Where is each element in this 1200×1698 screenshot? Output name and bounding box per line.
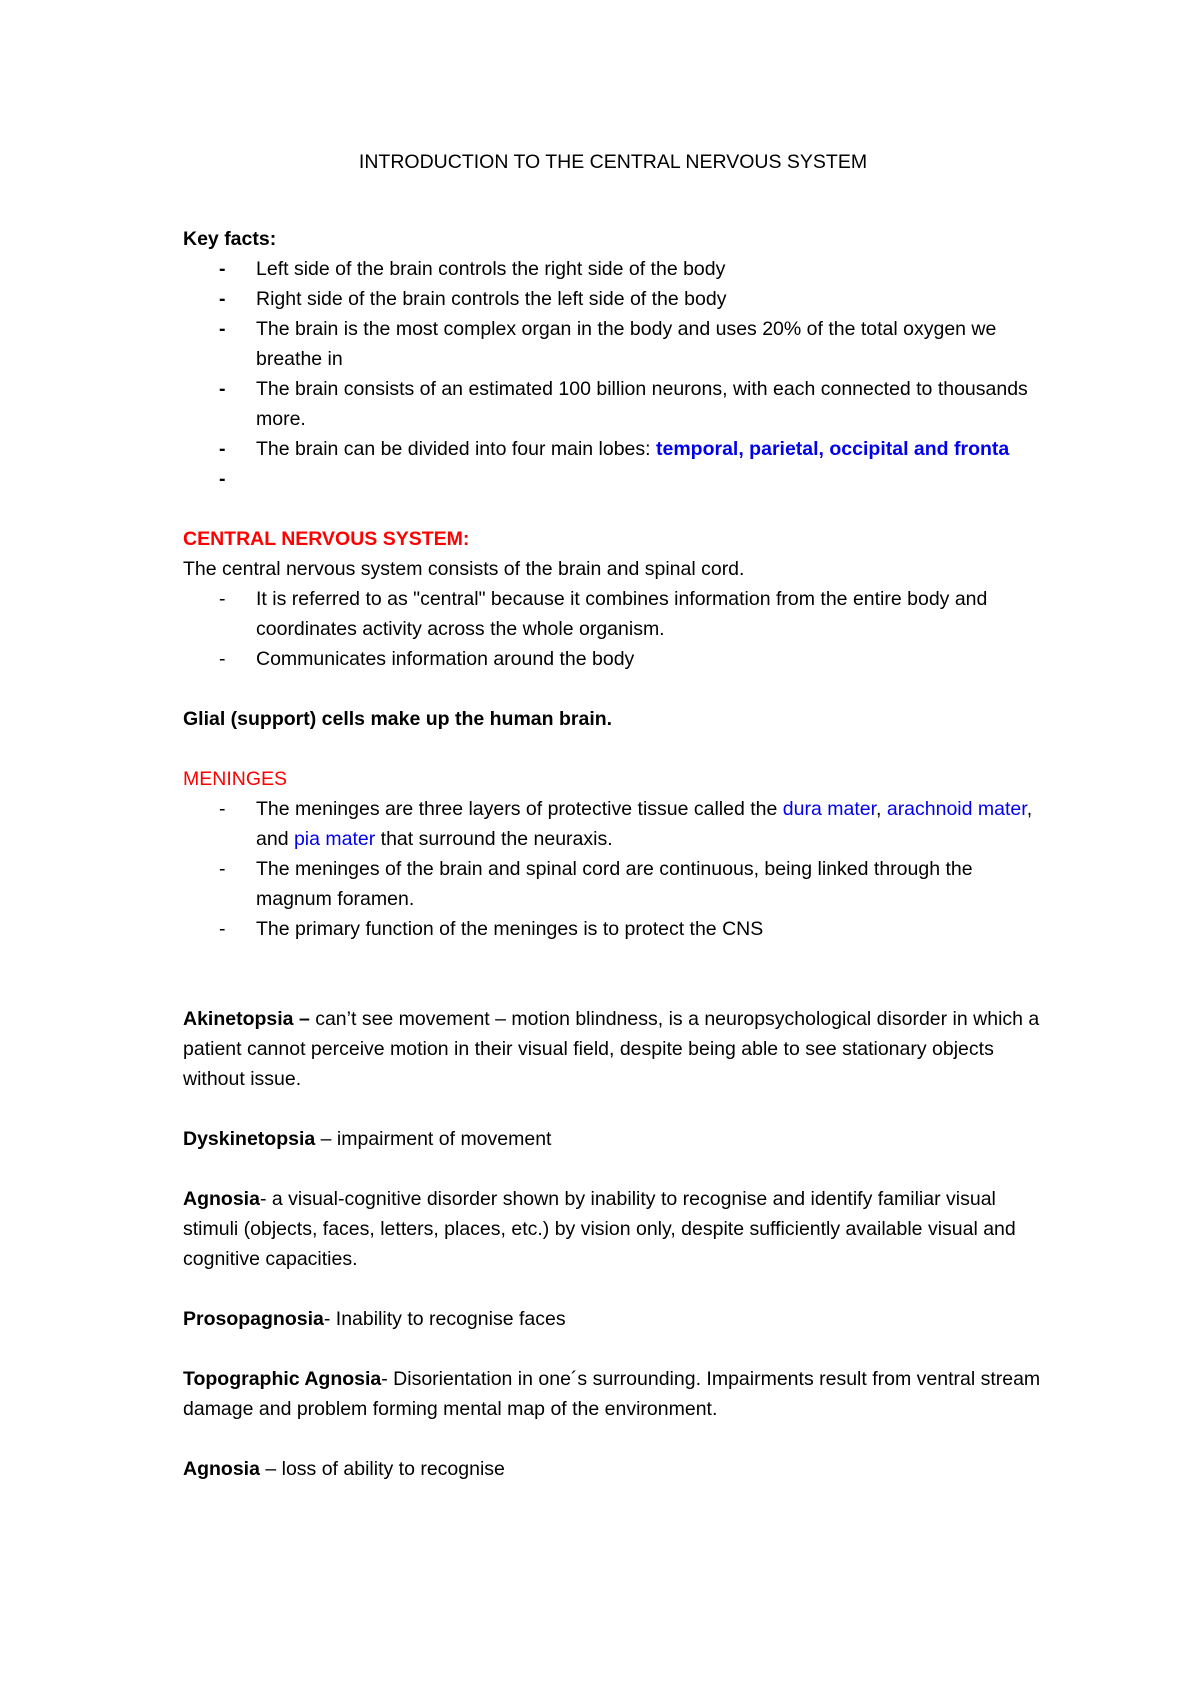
list-item-text: that surround the neuraxis. (375, 828, 613, 850)
term-definition: can’t see movement – motion blindness, is a neuropsychological disorder in which a patient cannot perceive motion in their visual field, despite being able to see stationary objects without issue. (183, 1008, 1040, 1090)
document-body (183, 147, 1043, 1484)
dash-bullet: - (219, 798, 226, 820)
term-prosopagnosia (183, 1304, 1043, 1334)
term-agnosia (183, 1184, 1043, 1274)
list-item (183, 794, 1043, 854)
term-definition: – impairment of movement (315, 1128, 552, 1150)
term-label: Dyskinetopsia (183, 1128, 316, 1150)
list-item-text: The brain can be divided into four main lobes: (256, 438, 656, 460)
term-definition: - Inability to recognise faces (323, 1308, 566, 1330)
list-item-text: , and (256, 798, 1033, 850)
list-item-text: The meninges are three layers of protective tissue called the (256, 798, 783, 820)
list-item-text: Communicates information around the body (256, 648, 635, 670)
dura-mater-term: dura mater (782, 798, 876, 820)
list-item (183, 374, 1043, 434)
dash-bullet: - (219, 378, 226, 400)
glial-statement: Glial (support) cells make up the human brain. (183, 708, 613, 730)
term-definition: - a visual-cognitive disorder shown by inability to recognise and identify familiar visual stimuli (objects, faces, letters, places, etc.) by vision only, despite sufficiently available visual and cognitive capacities. (183, 1188, 1016, 1270)
key-facts-heading: Key facts: (183, 228, 277, 250)
list-item (183, 854, 1043, 914)
dash-bullet: - (219, 468, 226, 490)
list-item-text: Left side of the brain controls the right side of the body (256, 258, 726, 280)
term-definition: – loss of ability to recognise (259, 1458, 505, 1480)
term-label: Topographic Agnosia (183, 1368, 382, 1390)
list-item-empty (183, 464, 1043, 494)
list-item (183, 314, 1043, 374)
dash-bullet: - (219, 588, 226, 610)
list-item-text: It is referred to as "central" because it combines information from the entire body and coordinates activity across the whole organism. (256, 588, 988, 640)
pia-mater-term: pia mater (293, 828, 376, 850)
cns-heading: CENTRAL NERVOUS SYSTEM: (183, 528, 470, 550)
page-title (183, 147, 1043, 177)
term-definition: - Disorientation in one´s surrounding. Impairments result from ventral stream damage and problem forming mental map of the environment. (183, 1368, 1041, 1420)
list-item (183, 914, 1043, 944)
list-item-text: The brain is the most complex organ in the body and uses 20% of the total oxygen we breathe in (256, 318, 997, 370)
term-akinetopsia (183, 1004, 1043, 1094)
dash-bullet: - (219, 258, 226, 280)
list-item-text: The brain consists of an estimated 100 billion neurons, with each connected to thousands more. (256, 378, 1028, 430)
term-label: Akinetopsia – (183, 1008, 310, 1030)
list-item-text: Right side of the brain controls the left side of the body (256, 288, 727, 310)
dash-bullet: - (219, 648, 226, 670)
cns-intro: The central nervous system consists of the brain and spinal cord. (183, 558, 745, 580)
lobes-highlight: temporal, parietal, occipital and fronta (656, 438, 1010, 460)
term-label: Prosopagnosia (183, 1308, 324, 1330)
term-agnosia-loss (183, 1454, 1043, 1484)
list-item (183, 434, 1043, 464)
cns-list (183, 584, 1043, 674)
meninges-heading: MENINGES (183, 768, 288, 790)
title-text: INTRODUCTION TO THE CENTRAL NERVOUS SYSTEM (358, 151, 868, 173)
dash-bullet: - (219, 858, 226, 880)
term-label: Agnosia (183, 1458, 260, 1480)
key-facts-list (183, 254, 1043, 494)
dash-bullet: - (219, 438, 226, 460)
term-label: Agnosia (183, 1188, 260, 1210)
term-dyskinetopsia (183, 1124, 1043, 1154)
list-item-text: , (876, 798, 887, 820)
list-item-text: The meninges of the brain and spinal cord are continuous, being linked through the magnum foramen. (256, 858, 973, 910)
list-item-text: The primary function of the meninges is to protect the CNS (256, 918, 764, 940)
list-item (183, 284, 1043, 314)
list-item (183, 644, 1043, 674)
dash-bullet: - (219, 918, 226, 940)
dash-bullet: - (219, 318, 226, 340)
arachnoid-mater-term: arachnoid mater (886, 798, 1027, 820)
meninges-list (183, 794, 1043, 944)
dash-bullet: - (219, 288, 226, 310)
term-topographic-agnosia (183, 1364, 1043, 1424)
list-item (183, 254, 1043, 284)
list-item (183, 584, 1043, 644)
